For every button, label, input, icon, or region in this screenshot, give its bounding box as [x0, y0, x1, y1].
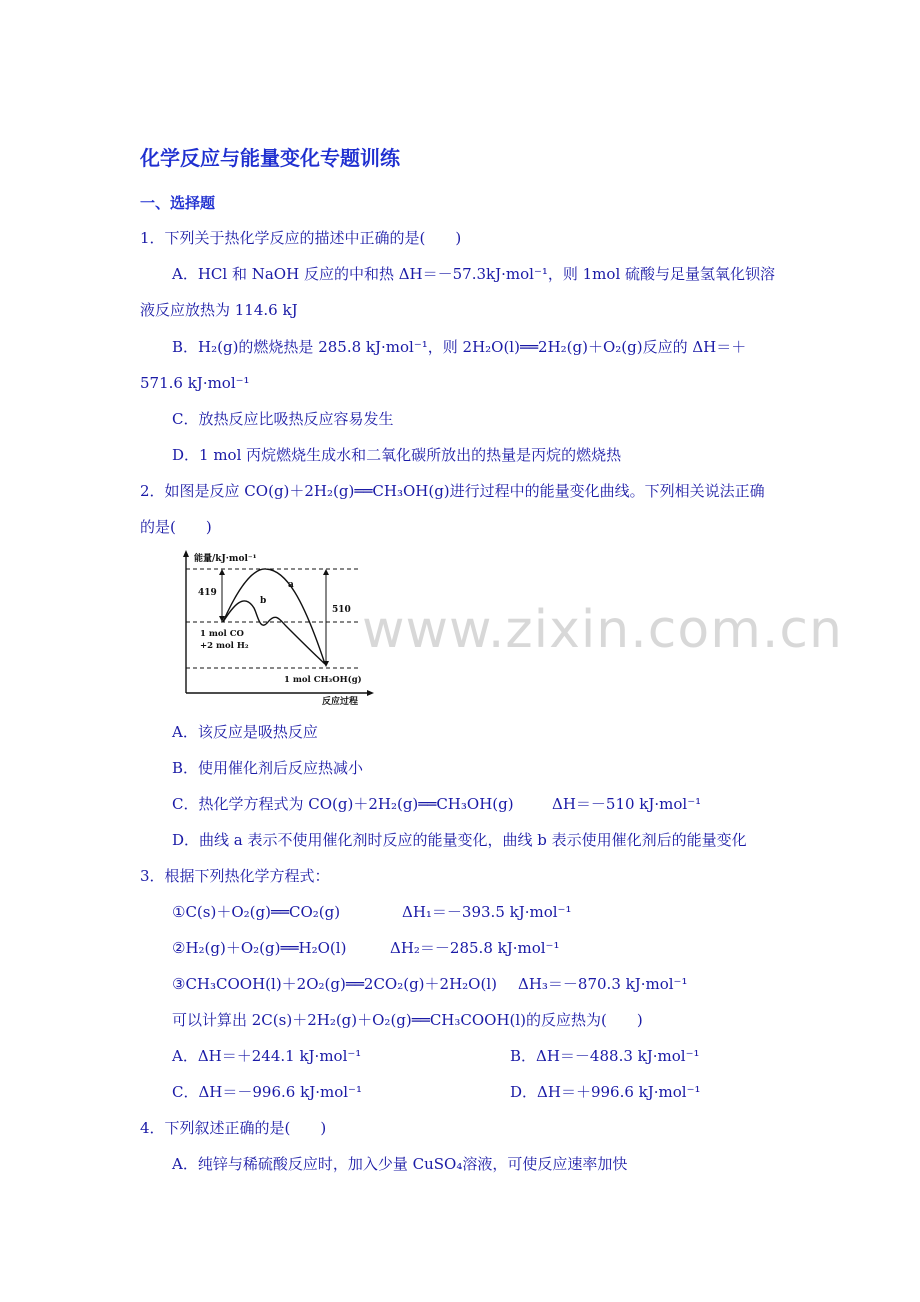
q1-stem: 1．下列关于热化学反应的描述中正确的是( ) — [140, 229, 462, 247]
section-heading: 一、选择题 — [140, 194, 216, 212]
q3-question: 可以计算出 2C(s)＋2H₂(g)＋O₂(g)══CH₃COOH(l)的反应热为( ) — [172, 1011, 643, 1029]
q3-option-a: A．ΔH＝＋244.1 kJ·mol⁻¹ — [172, 1047, 362, 1065]
x-axis-label: 反应过程 — [322, 697, 359, 707]
document-title: 化学反应与能量变化专题训练 — [140, 146, 400, 170]
q1-option-c: C．放热反应比吸热反应容易发生 — [172, 410, 394, 428]
y-axis-label: 能量/kJ·mol⁻¹ — [194, 554, 257, 564]
reactant-label: 1 mol CO — [200, 629, 244, 639]
reactant-label-cont: +2 mol H₂ — [200, 641, 249, 651]
energy-diagram — [178, 548, 378, 708]
q4-option-a: A．纯锌与稀硫酸反应时，加入少量 CuSO₄溶液，可使反应速率加快 — [172, 1155, 628, 1173]
q2-option-b: B．使用催化剂后反应热减小 — [172, 759, 364, 777]
arrow-down-icon — [323, 661, 329, 667]
q3-option-c: C．ΔH＝－996.6 kJ·mol⁻¹ — [172, 1083, 362, 1101]
q1-option-a: A．HCl 和 NaOH 反应的中和热 ΔH＝－57.3kJ·mol⁻¹，则 1mol 硫酸与足量氢氧化钡溶 — [172, 265, 776, 283]
q2-stem: 2．如图是反应 CO(g)＋2H₂(g)══CH₃OH(g)进行过程中的能量变化曲线。下列相关说法正确 — [140, 482, 765, 500]
q4-stem: 4．下列叙述正确的是( ) — [140, 1119, 327, 1137]
y-axis-arrow-icon — [183, 550, 189, 557]
q3-option-d: D．ΔH＝＋996.6 kJ·mol⁻¹ — [510, 1083, 701, 1101]
q2-option-a: A．该反应是吸热反应 — [172, 723, 318, 741]
q2-option-c: C．热化学方程式为 CO(g)＋2H₂(g)══CH₃OH(g) — [172, 795, 514, 813]
arrow-up-icon — [323, 569, 329, 575]
curve-b-label: b — [260, 596, 267, 606]
q2-option-d: D．曲线 a 表示不使用催化剂时反应的能量变化，曲线 b 表示使用催化剂后的能量变化 — [172, 831, 747, 849]
label-510: 510 — [332, 605, 351, 615]
q2-stem-cont: 的是( ) — [140, 518, 212, 536]
curve-a-label: a — [288, 580, 294, 590]
label-419: 419 — [198, 588, 217, 598]
q3-equation-1: ①C(s)＋O₂(g)══CO₂(g) — [172, 903, 341, 921]
q3-equation-3: ③CH₃COOH(l)＋2O₂(g)══2CO₂(g)＋2H₂O(l) — [172, 975, 497, 993]
q3-enthalpy-1: ΔH₁＝－393.5 kJ·mol⁻¹ — [402, 903, 572, 921]
q1-option-d: D．1 mol 丙烷燃烧生成水和二氧化碳所放出的热量是丙烷的燃烧热 — [172, 446, 622, 464]
q1-option-b-cont: 571.6 kJ·mol⁻¹ — [140, 374, 250, 392]
product-label: 1 mol CH₃OH(g) — [284, 675, 362, 685]
q3-equation-2: ②H₂(g)＋O₂(g)══H₂O(l) — [172, 939, 347, 957]
q2-option-c-enthalpy: ΔH＝－510 kJ·mol⁻¹ — [552, 795, 702, 813]
arrow-up-icon — [219, 569, 225, 575]
q3-stem: 3．根据下列热化学方程式： — [140, 867, 330, 885]
q3-enthalpy-3: ΔH₃＝－870.3 kJ·mol⁻¹ — [518, 975, 688, 993]
x-axis-arrow-icon — [367, 690, 374, 696]
q3-option-b: B．ΔH＝－488.3 kJ·mol⁻¹ — [510, 1047, 700, 1065]
watermark: www.zixin.com.cn — [362, 600, 843, 660]
q1-option-a-cont: 液反应放热为 114.6 kJ — [140, 301, 298, 319]
q3-enthalpy-2: ΔH₂＝－285.8 kJ·mol⁻¹ — [390, 939, 560, 957]
q1-option-b: B．H₂(g)的燃烧热是 285.8 kJ·mol⁻¹，则 2H₂O(l)══2H₂(g)＋O₂(g)反应的 ΔH＝＋ — [172, 338, 747, 356]
